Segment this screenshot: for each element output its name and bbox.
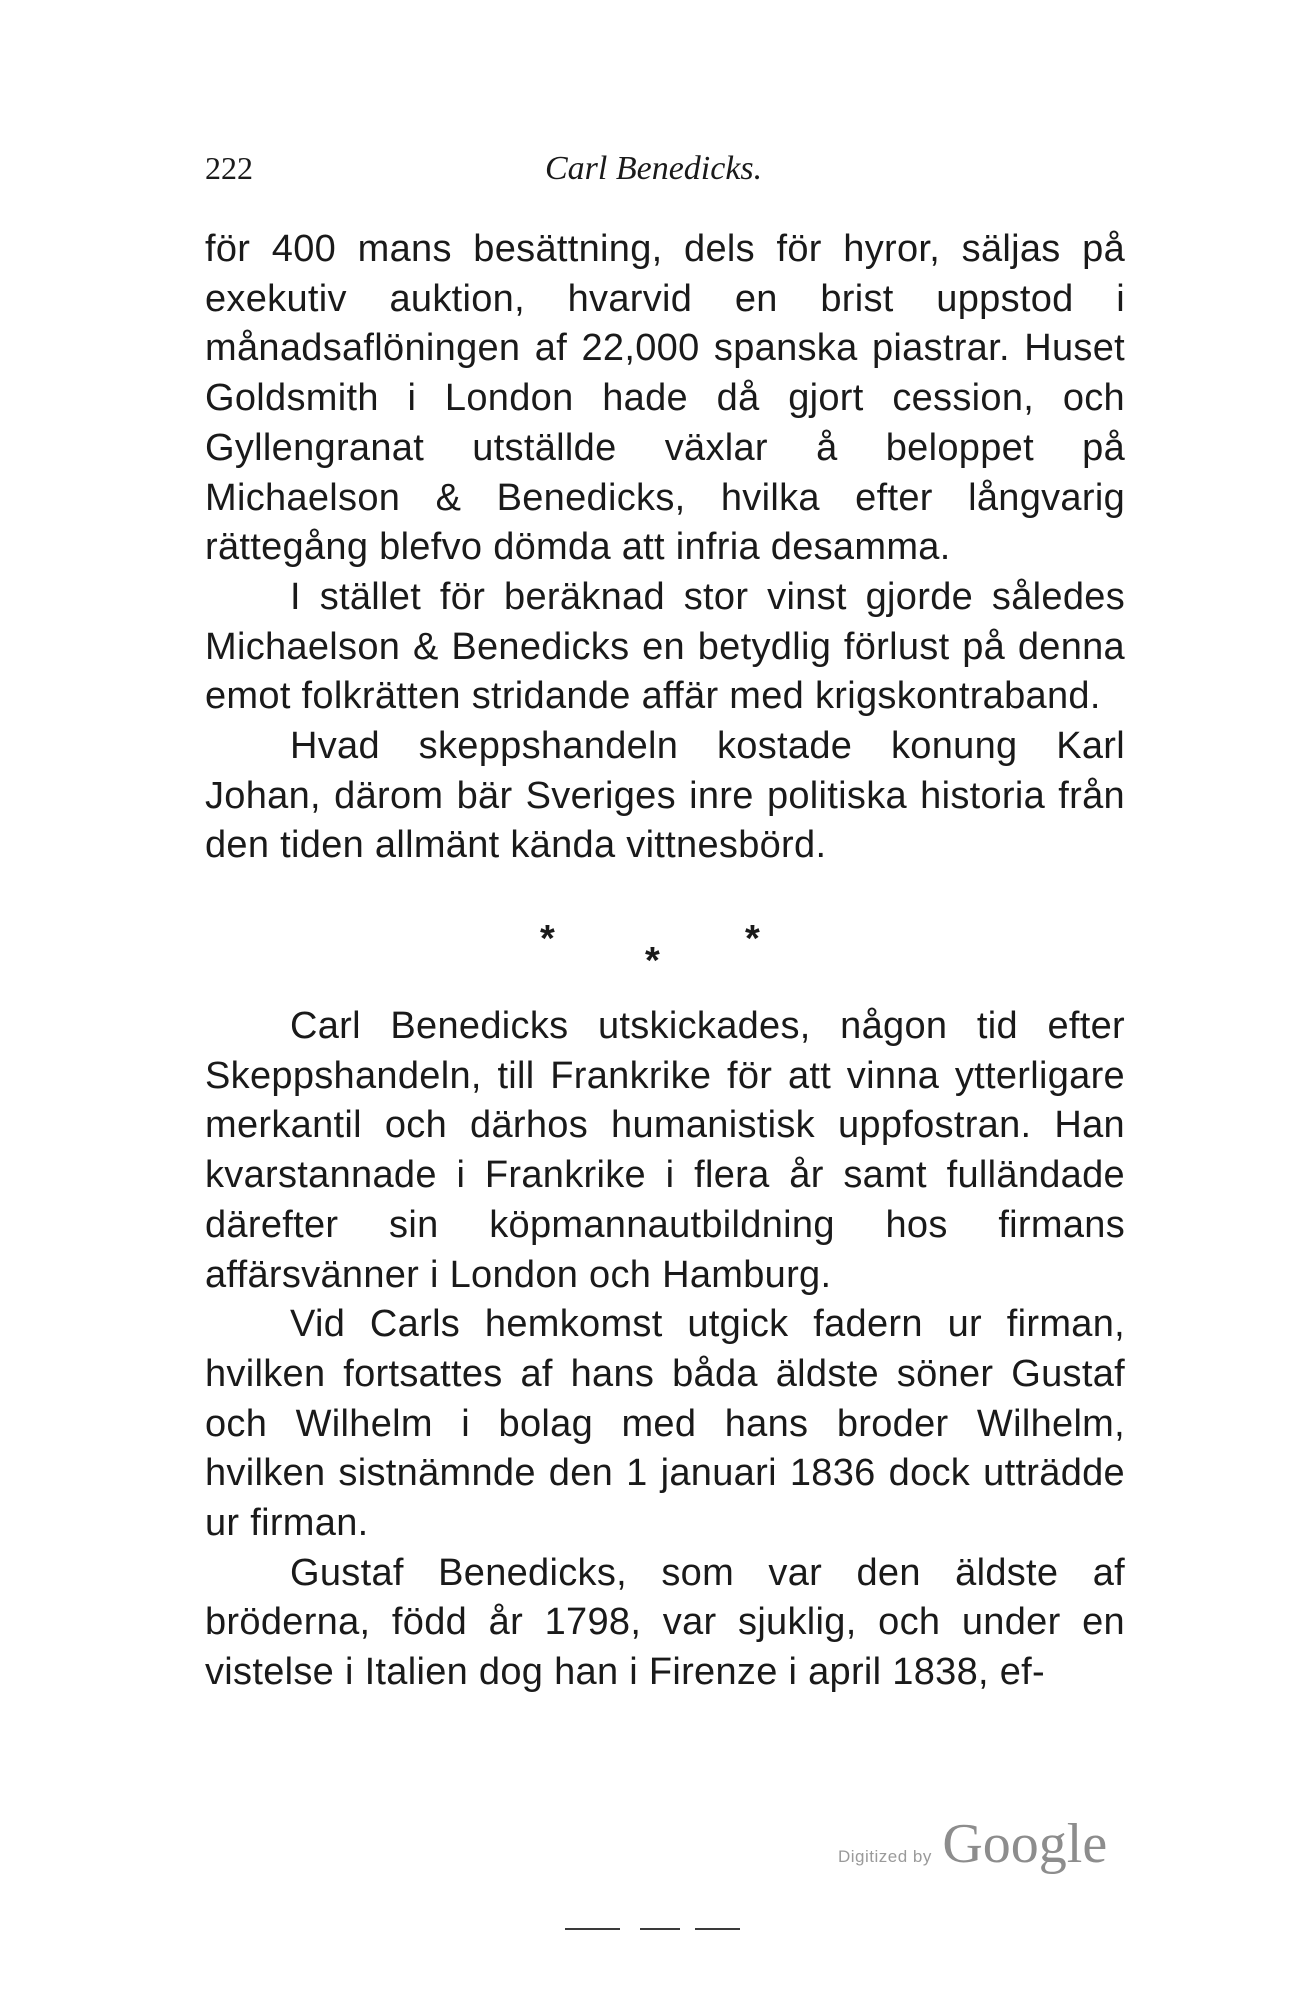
page-number: 222: [205, 150, 253, 186]
paragraph: för 400 mans besättning, dels för hyror, säljas på exekutiv auktion, hvarvid en brist uppstod i månadsaflöningen af 22,000 spanska piastrar. Huset Goldsmith i London hade då gjort cession, och Gyllengranat utställde växlar å beloppet på Michaelson & Benedicks, hvilka efter långvarig rättegång blefvo dömda att infria desamma.: [205, 228, 1125, 569]
asterisk: *: [745, 918, 760, 960]
google-logo: Google: [942, 1813, 1108, 1875]
watermark-small-text: Digitized by: [838, 1847, 932, 1866]
paragraph: Gustaf Benedicks, som var den äldste af bröderna, född år 1798, var sjuklig, och under en vistelse i Italien dog han i Firenze i april 1838, ef-: [205, 1551, 1125, 1694]
section-asterism: [540, 918, 780, 982]
rule-segment: [565, 1928, 620, 1930]
asterisk: *: [540, 918, 555, 960]
rule-segment: [640, 1928, 680, 1930]
paragraph: I stället för beräknad stor vinst gjorde således Michaelson & Benedicks en betydlig förlust på denna emot folkrätten stridande affär med krigskontraband.: [205, 575, 1125, 718]
digitization-watermark: [838, 1812, 1107, 1876]
asterisk: *: [645, 940, 660, 982]
paragraph: Carl Benedicks utskickades, någon tid efter Skeppshandeln, till Frankrike för att vinna ytterligare merkantil och därhos humanistisk uppfostran. Han kvarstannade i Frankrike i flera år samt fulländade därefter sin köpmannautbildning hos firmans affärsvänner i London och Hamburg.: [205, 1005, 1125, 1296]
text-block-lower: [205, 1002, 1125, 1698]
text-block-upper: [205, 225, 1125, 871]
paragraph: Vid Carls hemkomst utgick fadern ur firman, hvilken fortsattes af hans båda äldste söner Gustaf och Wilhelm i bolag med hans broder Wilhelm, hvilken sistnämnde den 1 januari 1836 dock utträdde ur firman.: [205, 1303, 1125, 1545]
page-header: [205, 150, 1125, 200]
rule-segment: [695, 1928, 740, 1930]
running-head: Carl Benedicks.: [545, 150, 763, 187]
paragraph: Hvad skeppshandeln kostade konung Karl Johan, därom bär Sveriges inre politiska historia från den tiden allmänt kända vittnesbörd.: [205, 725, 1125, 867]
bottom-rule: [565, 1928, 745, 1931]
